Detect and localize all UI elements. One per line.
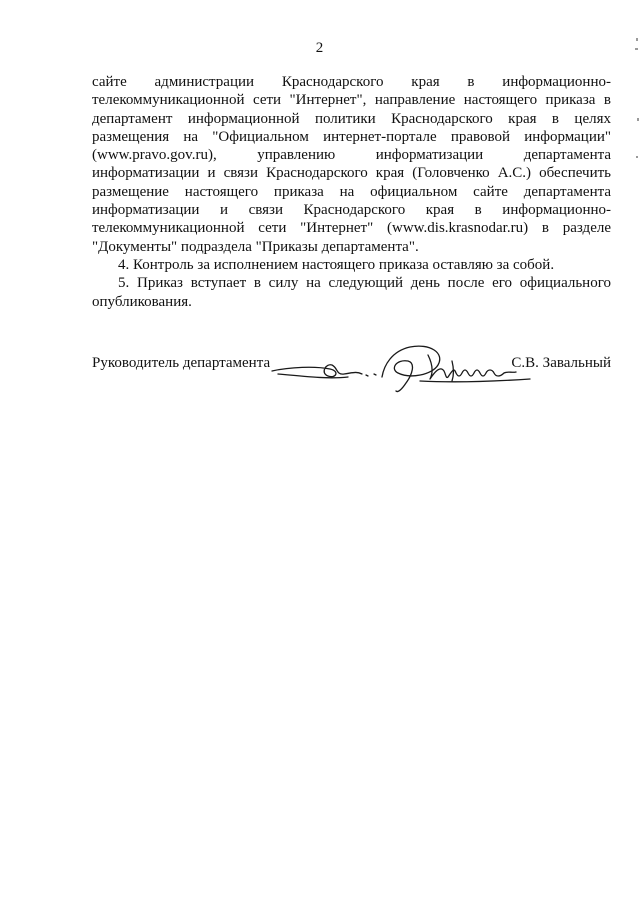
document-body (92, 73, 611, 311)
paragraph-4: 4. Контроль за исполнением настоящего приказа оставляю за собой. (118, 256, 555, 273)
scan-edge-marks (633, 30, 639, 170)
signature-block (92, 353, 611, 403)
paragraph-5: 5. Приказ вступает в силу на следующий день после его официального опубликования. (92, 275, 611, 310)
signer-title: Руководитель департамента (92, 355, 271, 371)
signer-name: С.В. Завальный (511, 355, 611, 371)
page-number: 2 (315, 40, 324, 56)
handwritten-signature (270, 341, 532, 401)
paragraph-continuation: сайте администрации Краснодарского края в информационно-телекоммуникационной сети "Интернет", направление настоящего приказа в департамент информационной политики Краснодарского края в целях размещения на "Официальном интернет-портале правовой информации" (www.pravo.gov.ru), управлению информатизации департамента информатизации и связи Краснодарского края (Головченко А.С.) обеспечить размещение настоящего приказа на официальном сайте департамента информатизации и связи Краснодарского края в информационно-телекоммуникационной сети "Интернет" (www.dis.krasnodar.ru) в разделе "Документы" подраздела "Приказы департамента". (92, 74, 611, 255)
